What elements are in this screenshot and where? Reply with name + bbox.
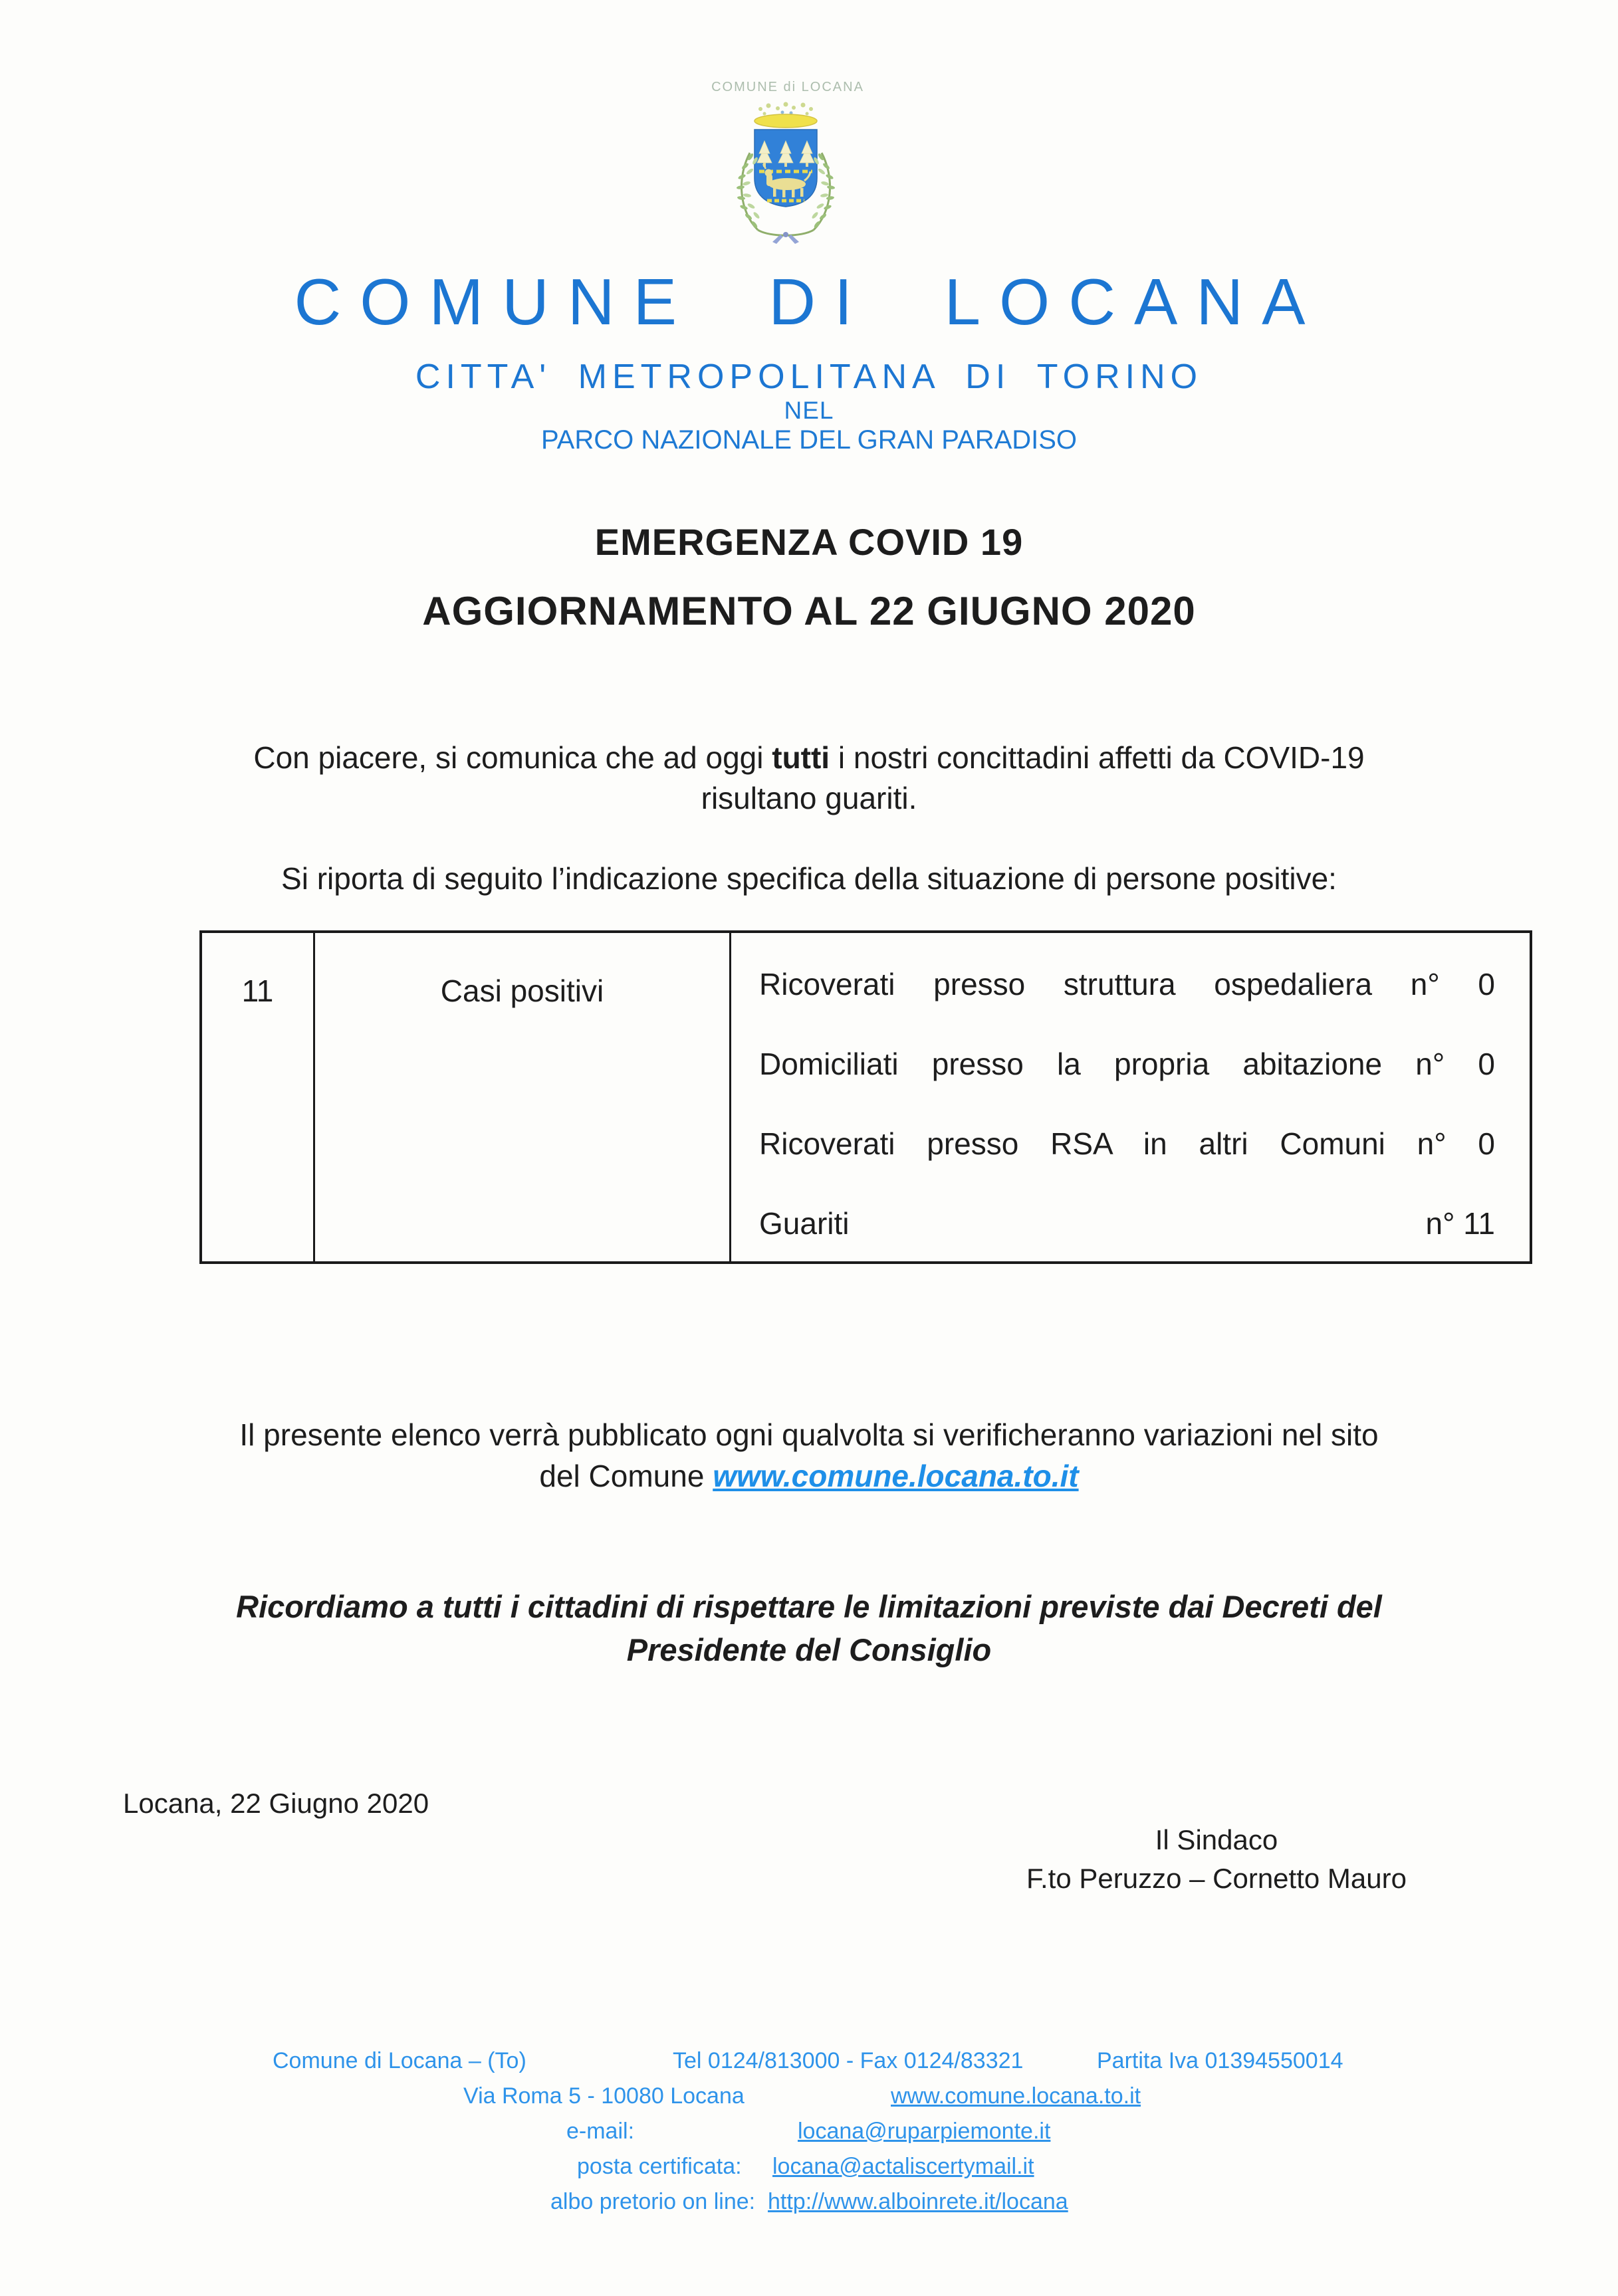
- footer-piva: Partita Iva 01394550014: [1097, 2048, 1343, 2073]
- footer-albo-label: albo pretorio on line:: [550, 2189, 756, 2214]
- paragraph-publication: [0, 1414, 1618, 1497]
- footer-website-link[interactable]: www.comune.locana.to.it: [891, 2083, 1141, 2109]
- footer-pec-link[interactable]: locana@actaliscertymail.it: [772, 2154, 1034, 2179]
- footer-email-link[interactable]: locana@ruparpiemonte.it: [798, 2119, 1051, 2144]
- table-row-recovered-value: n° 11: [1425, 1206, 1495, 1241]
- table-row-rsa: Ricoverati presso RSA in altri Comuni n° 0: [759, 1126, 1495, 1161]
- table-cell-count: 11: [202, 933, 315, 1261]
- paragraph-recovered: [0, 738, 1618, 819]
- dateline: Locana, 22 Giugno 2020: [123, 1788, 429, 1819]
- paragraph-intro-table: Si riporta di seguito l’indicazione specifica della situazione di persone positive:: [281, 861, 1337, 896]
- footer-albo-link[interactable]: http://www.alboinrete.it/locana: [768, 2189, 1068, 2214]
- paragraph-publication-line2: del Comune: [539, 1459, 713, 1493]
- positive-cases-table: [199, 930, 1532, 1264]
- paragraph-publication-line1: Il presente elenco verrà pubblicato ogni qualvolta si verificheranno variazioni nel sito: [239, 1417, 1379, 1452]
- page-subtitle: CITTA' METROPOLITANA DI TORINO: [415, 358, 1203, 396]
- footer-email-label: e-mail:: [566, 2119, 635, 2144]
- signature-role: Il Sindaco: [1155, 1824, 1278, 1855]
- paragraph-reminder-line2: Presidente del Consiglio: [626, 1632, 992, 1667]
- header-parco-line: PARCO NAZIONALE DEL GRAN PARADISO: [540, 425, 1078, 455]
- paragraph-reminder: [0, 1585, 1618, 1671]
- heading-emergenza: EMERGENZA COVID 19: [594, 521, 1024, 563]
- comune-website-link[interactable]: www.comune.locana.to.it: [713, 1459, 1079, 1493]
- footer-pec-label: posta certificata:: [577, 2154, 742, 2179]
- paragraph-recovered-bold-word: tutti: [772, 740, 830, 775]
- paragraph-recovered-text-end: i nostri concittadini affetti da COVID-19: [830, 740, 1365, 775]
- table-row-recovered: [759, 1205, 1495, 1241]
- table-row-recovered-label: Guariti: [759, 1206, 850, 1241]
- table-cell-detail: [731, 933, 1530, 1261]
- signature-name: F.to Peruzzo – Cornetto Mauro: [1026, 1863, 1407, 1894]
- municipal-coat-of-arms-icon: [719, 100, 852, 244]
- table-row-hospitalized: Ricoverati presso struttura ospedaliera n° 0: [759, 967, 1495, 1001]
- table-row-home-isolated: Domiciliati presso la propria abitazione n° 0: [759, 1047, 1495, 1081]
- page-title: COMUNE DI LOCANA: [294, 265, 1324, 338]
- heading-aggiornamento: AGGIORNAMENTO AL 22 GIUGNO 2020: [422, 589, 1196, 633]
- paragraph-recovered-line2: risultano guariti.: [701, 781, 917, 815]
- signature-block: [951, 1821, 1482, 1898]
- table-cell-label: Casi positivi: [315, 933, 731, 1261]
- footer-tel-fax: Tel 0124/813000 - Fax 0124/83321: [673, 2048, 1024, 2073]
- footer-address: Via Roma 5 - 10080 Locana: [463, 2083, 745, 2109]
- crest-caption: COMUNE di LOCANA: [711, 80, 864, 94]
- footer-org: Comune di Locana – (To): [273, 2048, 526, 2073]
- paragraph-reminder-line1: Ricordiamo a tutti i cittadini di rispettare le limitazioni previste dai Decreti del: [236, 1589, 1382, 1624]
- header-nel-line: NEL: [784, 397, 834, 424]
- paragraph-recovered-text: Con piacere, si comunica che ad oggi: [253, 740, 772, 775]
